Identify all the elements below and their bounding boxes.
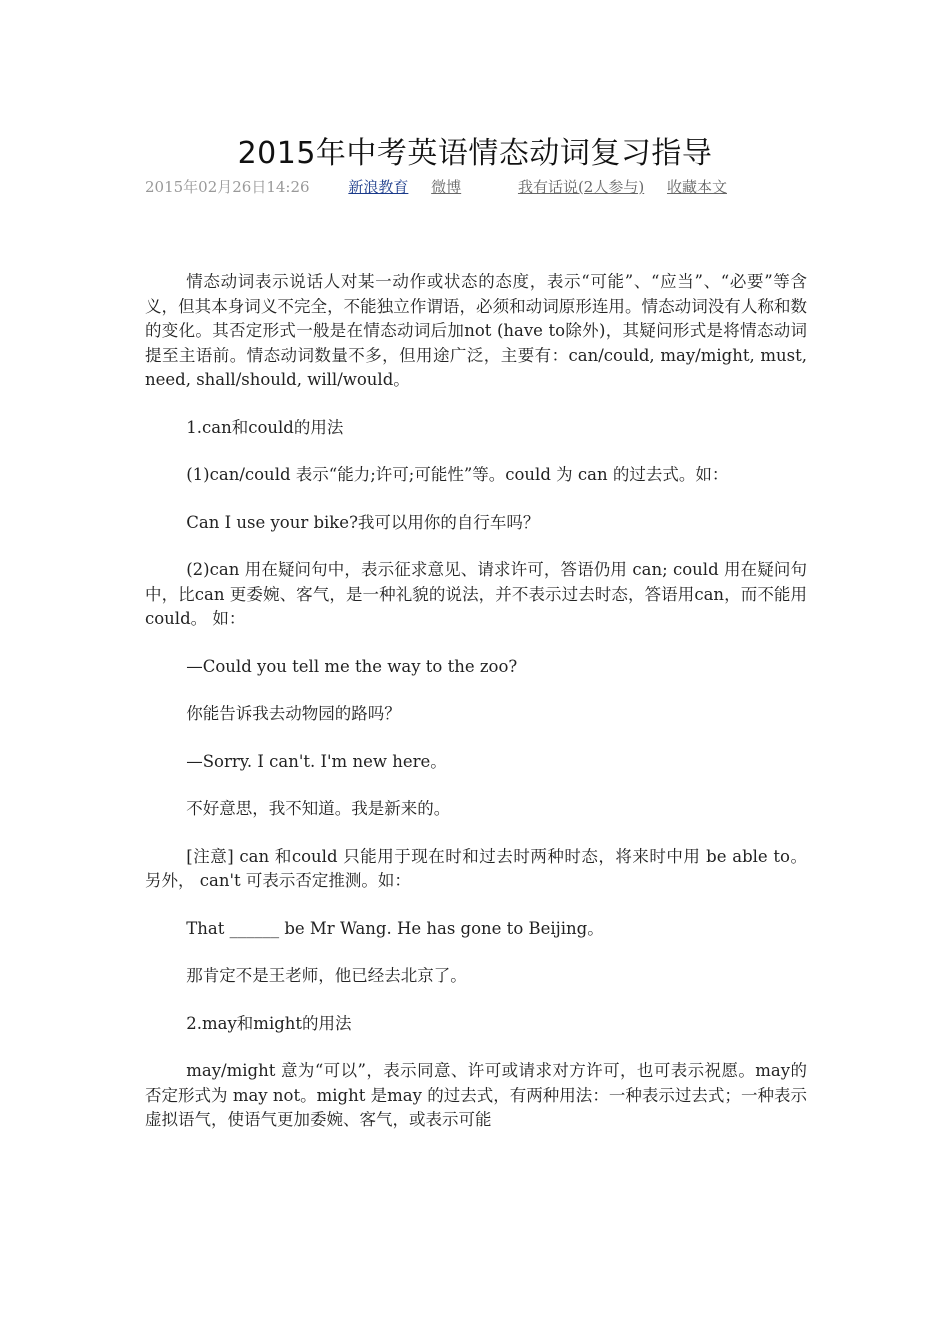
example-translation: 不好意思，我不知道。我是新来的。 xyxy=(186,799,451,818)
weibo-link[interactable]: 微博 xyxy=(431,178,462,196)
publish-date: 2015年02月26日14:26 xyxy=(145,178,310,196)
source-link[interactable]: 新浪教育 xyxy=(348,178,409,196)
paragraph: may/might 意为“可以”，表示同意、许可或请求对方许可，也可表示祝愿。may的否定形式为 may not。might 是may 的过去式，有两种用法：一种表示过去式；一种表示虚拟语气，使语气更加委婉、客气，或表示可能 xyxy=(145,1061,807,1129)
note-paragraph: [注意] can 和could 只能用于现在时和过去时两种时态，将来时中用 be able to。另外， can't 可表示否定推测。如： xyxy=(145,846,807,890)
comments-link[interactable]: 我有话说(2人参与) xyxy=(517,178,645,196)
example-sentence: Can I use your bike?我可以用你的自行车吗？ xyxy=(186,512,540,532)
paragraph: (1)can/could 表示“能力;许可;可能性”等。could 为 can 的过去式。如： xyxy=(186,465,729,484)
article-body xyxy=(145,270,807,1156)
favorite-link[interactable]: 收藏本文 xyxy=(666,178,727,196)
article-meta xyxy=(145,176,805,197)
example-sentence: —Sorry. I can't. I'm new here。 xyxy=(186,751,447,771)
section-heading: 2.may和might的用法 xyxy=(186,1013,352,1033)
example-sentence: —Could you tell me the way to the zoo? xyxy=(186,656,518,676)
example-sentence: That ______ be Mr Wang. He has gone to Beijing。 xyxy=(186,918,604,938)
section-heading: 1.can和could的用法 xyxy=(186,417,344,437)
paragraph: 情态动词表示说话人对某一动作或状态的态度，表示“可能”、“应当”、“必要”等含义，但其本身词义不完全，不能独立作谓语，必须和动词原形连用。情态动词没有人称和数的变化。其否定形式一般是在情态动词后加not (have to除外)，其疑问形式是将情态动词提至主语前。情态动词数量不多，但用途广泛，主要有：can/could, may/might, must, need, shall/should, will/would。 xyxy=(145,272,807,389)
paragraph: (2)can 用在疑问句中，表示征求意见、请求许可，答语仍用 can; could 用在疑问句中，比can 更委婉、客气，是一种礼貌的说法，并不表示过去时态，答语用can，而不能用could。 如： xyxy=(145,560,807,628)
example-translation: 你能告诉我去动物园的路吗？ xyxy=(186,704,401,723)
article-title: 2015年中考英语情态动词复习指导 xyxy=(237,136,713,171)
example-translation: 那肯定不是王老师，他已经去北京了。 xyxy=(186,966,467,985)
